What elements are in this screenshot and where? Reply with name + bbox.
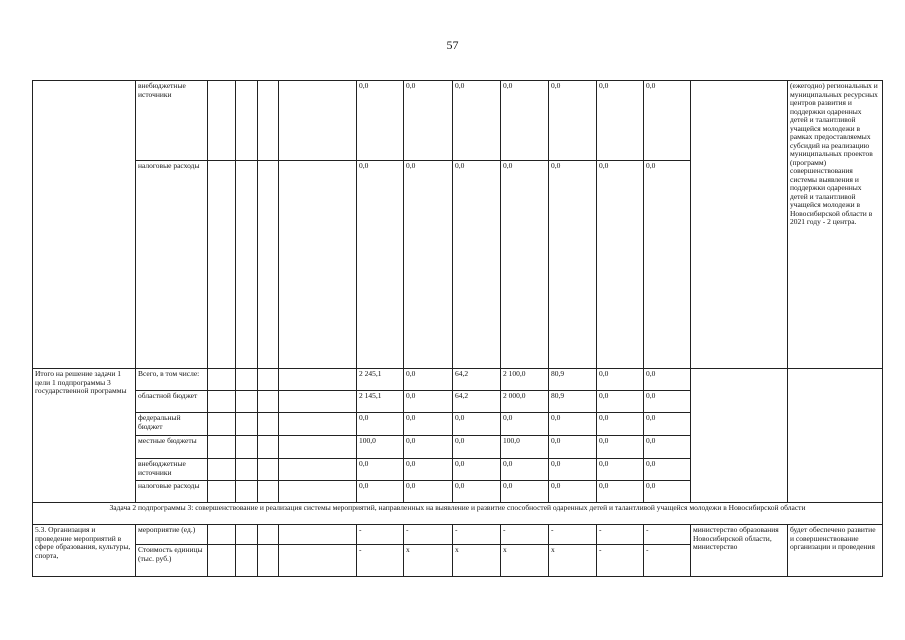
value-cell: 0,0 bbox=[597, 481, 644, 503]
table-row bbox=[33, 503, 883, 525]
empty-cell bbox=[279, 413, 357, 436]
value-cell: - bbox=[597, 545, 644, 577]
empty-cell bbox=[258, 481, 279, 503]
value-cell: 0,0 bbox=[644, 481, 691, 503]
empty-cell bbox=[279, 81, 357, 161]
value-cell: 0,0 bbox=[597, 459, 644, 481]
value-cell: 0,0 bbox=[549, 481, 597, 503]
empty-cell bbox=[258, 545, 279, 577]
value-cell: 0,0 bbox=[453, 481, 501, 503]
value-cell: - bbox=[453, 525, 501, 545]
source-label: налоговые расходы bbox=[136, 481, 208, 503]
empty-cell bbox=[236, 369, 258, 391]
value-cell: 0,0 bbox=[357, 413, 404, 436]
source-label: областной бюджет bbox=[136, 391, 208, 413]
value-cell: 0,0 bbox=[404, 436, 453, 459]
value-cell: 0,0 bbox=[549, 413, 597, 436]
empty-cell bbox=[691, 81, 788, 369]
value-cell: 100,0 bbox=[357, 436, 404, 459]
source-label: внебюджетные источники bbox=[136, 81, 208, 161]
value-cell: 0,0 bbox=[644, 436, 691, 459]
source-label: внебюджетные источники bbox=[136, 459, 208, 481]
value-cell: 0,0 bbox=[549, 436, 597, 459]
value-cell: 2 245,1 bbox=[357, 369, 404, 391]
value-cell: 0,0 bbox=[453, 436, 501, 459]
value-cell: 0,0 bbox=[549, 81, 597, 161]
empty-cell bbox=[208, 369, 236, 391]
value-cell: - bbox=[501, 525, 549, 545]
source-label: федеральный бюджет bbox=[136, 413, 208, 436]
value-cell: 0,0 bbox=[357, 459, 404, 481]
value-cell: 0,0 bbox=[453, 161, 501, 369]
value-cell: х bbox=[501, 545, 549, 577]
empty-cell bbox=[788, 369, 883, 503]
row-title: Итого на решение задачи 1 цели 1 подпрограммы 3 государственной программы bbox=[33, 369, 136, 503]
result-text: будет обеспечено развитие и совершенствование организации и проведения bbox=[788, 525, 883, 577]
value-cell: 0,0 bbox=[644, 459, 691, 481]
value-cell: 0,0 bbox=[404, 391, 453, 413]
value-cell: 0,0 bbox=[404, 413, 453, 436]
empty-cell bbox=[279, 481, 357, 503]
empty-cell bbox=[279, 436, 357, 459]
empty-cell bbox=[236, 545, 258, 577]
value-cell: 2 145,1 bbox=[357, 391, 404, 413]
value-cell: 0,0 bbox=[501, 481, 549, 503]
empty-cell bbox=[236, 391, 258, 413]
source-label: налоговые расходы bbox=[136, 161, 208, 369]
value-cell: 0,0 bbox=[644, 81, 691, 161]
value-cell: - bbox=[549, 525, 597, 545]
value-cell: 64,2 bbox=[453, 369, 501, 391]
empty-cell bbox=[258, 391, 279, 413]
source-label: Всего, в том числе: bbox=[136, 369, 208, 391]
empty-cell bbox=[258, 161, 279, 369]
empty-cell bbox=[258, 459, 279, 481]
empty-cell bbox=[236, 481, 258, 503]
empty-cell bbox=[33, 81, 136, 369]
value-cell: 0,0 bbox=[597, 391, 644, 413]
task-heading: Задача 2 подпрограммы 3: совершенствование и реализация системы мероприятий, направленных на выявление и развитие способностей одаренных детей и талантливой учащейся молодежи в Новосибирской области bbox=[33, 503, 883, 525]
value-cell: 0,0 bbox=[357, 81, 404, 161]
empty-cell bbox=[208, 436, 236, 459]
table-row bbox=[33, 81, 883, 161]
value-cell: 0,0 bbox=[644, 369, 691, 391]
source-label: мероприятие (ед.) bbox=[136, 525, 208, 545]
empty-cell bbox=[208, 525, 236, 545]
row-title: 5.3. Организация и проведение мероприятий в сфере образования, культуры, спорта, bbox=[33, 525, 136, 577]
value-cell: - bbox=[404, 525, 453, 545]
empty-cell bbox=[279, 369, 357, 391]
value-cell: 0,0 bbox=[404, 81, 453, 161]
empty-cell bbox=[258, 81, 279, 161]
empty-cell bbox=[236, 81, 258, 161]
empty-cell bbox=[236, 459, 258, 481]
value-cell: х bbox=[453, 545, 501, 577]
empty-cell bbox=[208, 545, 236, 577]
empty-cell bbox=[208, 81, 236, 161]
empty-cell bbox=[258, 436, 279, 459]
value-cell: 0,0 bbox=[404, 369, 453, 391]
source-label: местные бюджеты bbox=[136, 436, 208, 459]
empty-cell bbox=[208, 161, 236, 369]
value-cell: 0,0 bbox=[597, 436, 644, 459]
value-cell: 0,0 bbox=[644, 161, 691, 369]
empty-cell bbox=[236, 413, 258, 436]
value-cell: 0,0 bbox=[501, 81, 549, 161]
empty-cell bbox=[208, 413, 236, 436]
empty-cell bbox=[279, 391, 357, 413]
budget-table bbox=[32, 80, 883, 577]
value-cell: 0,0 bbox=[404, 161, 453, 369]
value-cell: х bbox=[549, 545, 597, 577]
value-cell: 0,0 bbox=[597, 161, 644, 369]
value-cell: 0,0 bbox=[501, 459, 549, 481]
value-cell: - bbox=[644, 545, 691, 577]
value-cell: 0,0 bbox=[453, 81, 501, 161]
executor-text: министерство образования Новосибирской области, министерство bbox=[691, 525, 788, 577]
empty-cell bbox=[258, 413, 279, 436]
value-cell: 0,0 bbox=[549, 459, 597, 481]
value-cell: 0,0 bbox=[501, 413, 549, 436]
empty-cell bbox=[236, 525, 258, 545]
empty-cell bbox=[208, 459, 236, 481]
value-cell: 0,0 bbox=[453, 459, 501, 481]
value-cell: 80,9 bbox=[549, 391, 597, 413]
value-cell: 0,0 bbox=[644, 391, 691, 413]
empty-cell bbox=[279, 459, 357, 481]
result-text: (ежегодно) региональных и муниципальных ресурсных центров развития и поддержки одаренных детей и талантливой учащейся молодежи в рамках предоставляемых субсидий на реализацию муниципальных проектов (программ) совершенствования системы выявления и поддержки одаренных детей и талантливой учащейся молодежи в Новосибирской области в 2021 году - 2 центра. bbox=[788, 81, 883, 369]
source-label: Стоимость единицы (тыс. руб.) bbox=[136, 545, 208, 577]
empty-cell bbox=[279, 161, 357, 369]
value-cell: 0,0 bbox=[597, 369, 644, 391]
value-cell: 0,0 bbox=[357, 481, 404, 503]
value-cell: - bbox=[644, 525, 691, 545]
value-cell: 0,0 bbox=[644, 413, 691, 436]
empty-cell bbox=[208, 481, 236, 503]
value-cell: 100,0 bbox=[501, 436, 549, 459]
value-cell: 2 000,0 bbox=[501, 391, 549, 413]
empty-cell bbox=[691, 369, 788, 503]
value-cell: - bbox=[357, 545, 404, 577]
value-cell: 0,0 bbox=[453, 413, 501, 436]
value-cell: - bbox=[357, 525, 404, 545]
empty-cell bbox=[279, 545, 357, 577]
value-cell: 80,9 bbox=[549, 369, 597, 391]
value-cell: 0,0 bbox=[501, 161, 549, 369]
value-cell: 0,0 bbox=[404, 459, 453, 481]
value-cell: 0,0 bbox=[549, 161, 597, 369]
empty-cell bbox=[236, 436, 258, 459]
value-cell: 0,0 bbox=[357, 161, 404, 369]
value-cell: - bbox=[597, 525, 644, 545]
value-cell: х bbox=[404, 545, 453, 577]
table-row bbox=[33, 525, 883, 545]
page-number: 57 bbox=[446, 38, 459, 52]
empty-cell bbox=[258, 525, 279, 545]
empty-cell bbox=[258, 369, 279, 391]
table-row bbox=[33, 369, 883, 391]
empty-cell bbox=[236, 161, 258, 369]
value-cell: 0,0 bbox=[404, 481, 453, 503]
empty-cell bbox=[279, 525, 357, 545]
value-cell: 0,0 bbox=[597, 413, 644, 436]
value-cell: 2 100,0 bbox=[501, 369, 549, 391]
value-cell: 0,0 bbox=[597, 81, 644, 161]
value-cell: 64,2 bbox=[453, 391, 501, 413]
empty-cell bbox=[208, 391, 236, 413]
